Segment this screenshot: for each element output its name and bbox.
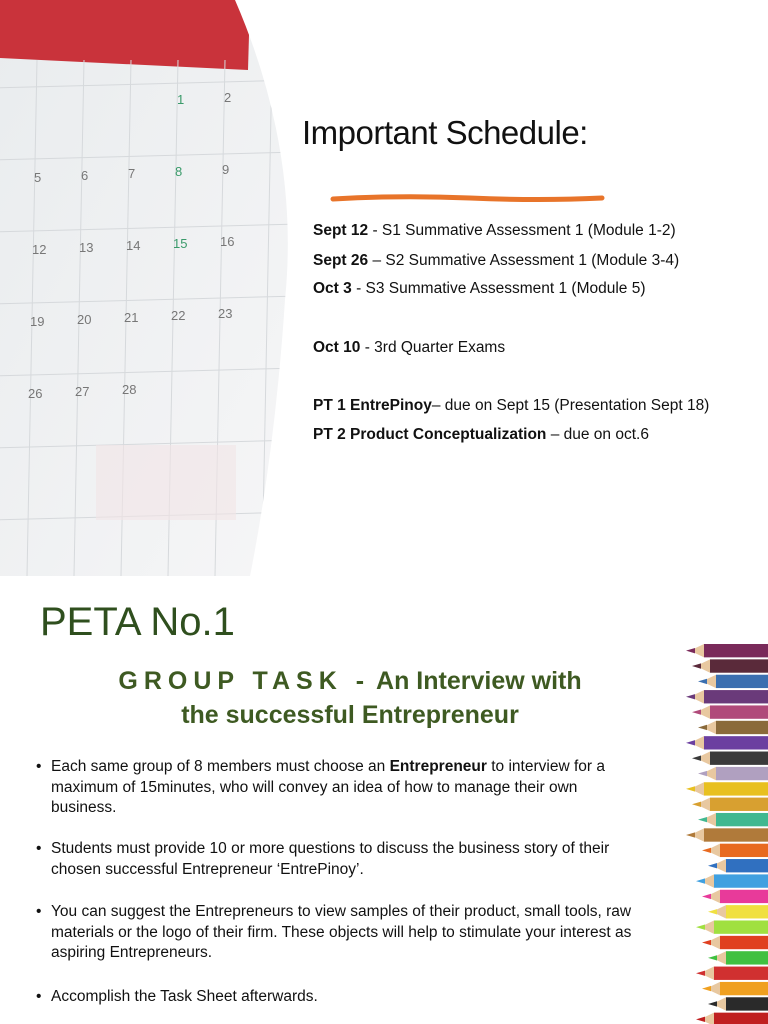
group-task-subtitle-2: the successful Entrepreneur — [181, 701, 519, 729]
pencil — [692, 752, 768, 765]
calendar-day-number: 26 — [28, 386, 43, 401]
task-bullet: • Each same group of 8 members must choose an Entrepreneur to interview for a maximum of 15minutes, who will convey an idea of how to manage their own business. — [36, 758, 605, 816]
calendar-day-number: 8 — [175, 164, 183, 179]
schedule-item: Sept 26 – S2 Summative Assessment 1 (Module 3-4) — [313, 252, 680, 269]
colored-pencils-image — [640, 640, 768, 1024]
pencil — [692, 705, 768, 718]
calendar-day-number: 7 — [128, 166, 136, 181]
pencil — [696, 874, 768, 887]
calendar-day-number: 28 — [122, 382, 137, 397]
bullet-icon: • — [36, 988, 42, 1005]
pencil — [696, 920, 768, 933]
calendar-day-number: 23 — [218, 306, 233, 321]
bullet-icon: • — [36, 903, 42, 920]
task-bullet: • Students must provide 10 or more questions to discuss the business story of their chosen successful Entrepreneur ‘EntrePinoy’. — [36, 840, 610, 878]
group-task-label: GROUP TASK - — [118, 667, 371, 695]
pencil — [686, 828, 768, 841]
pencil — [686, 690, 768, 703]
pencil — [708, 905, 768, 918]
pencil — [702, 982, 768, 995]
task-bullet: • Accomplish the Task Sheet afterwards. — [36, 987, 636, 1008]
bullet-icon: • — [36, 758, 42, 775]
calendar-image — [0, 0, 300, 576]
pencil — [686, 782, 768, 795]
pencil — [698, 813, 768, 826]
pencil — [698, 721, 768, 734]
title-underline — [330, 192, 606, 206]
calendar-day-number: 9 — [222, 162, 230, 177]
pencil — [708, 997, 768, 1010]
peta-heading: PETA No.1 — [40, 600, 235, 644]
group-task-title — [40, 664, 660, 732]
group-task-subtitle-1: An Interview with — [370, 667, 582, 695]
calendar-day-number: 12 — [32, 242, 47, 257]
schedule-title: Important Schedule: — [302, 114, 588, 151]
calendar-day-number: 6 — [81, 168, 89, 183]
calendar-day-number: 2 — [224, 90, 232, 105]
pencil — [708, 859, 768, 872]
pencil — [698, 675, 768, 688]
pencil — [686, 644, 768, 657]
schedule-item: PT 1 EntrePinoy– due on Sept 15 (Presentation Sept 18) — [313, 397, 710, 414]
calendar-day-number: 1 — [177, 92, 185, 107]
calendar-day-number: 27 — [75, 384, 90, 399]
task-bullet: • You can suggest the Entrepreneurs to view samples of their product, small tools, raw materials or the logo of their firm. These objects will help to stimulate your interest as aspiring Entrepreneurs. — [36, 903, 632, 961]
pencil — [692, 798, 768, 811]
calendar-day-number: 15 — [173, 236, 188, 251]
bullet-icon: • — [36, 840, 42, 857]
pencil — [702, 936, 768, 949]
calendar-header-band — [0, 0, 250, 70]
schedule-item: PT 2 Product Conceptualization – due on oct.6 — [313, 426, 649, 443]
schedule-item: Sept 12 - S1 Summative Assessment 1 (Module 1-2) — [313, 222, 676, 239]
calendar-day-number: 16 — [220, 234, 235, 249]
pencil — [686, 736, 768, 749]
calendar-day-number: 21 — [124, 310, 139, 325]
pencil — [708, 951, 768, 964]
schedule-item: Oct 10 - 3rd Quarter Exams — [313, 339, 506, 356]
calendar-day-number: 5 — [34, 170, 42, 185]
pencil — [696, 1013, 768, 1024]
calendar-day-number: 19 — [30, 314, 45, 329]
calendar-day-number: 20 — [77, 312, 92, 327]
calendar-day-number: 13 — [79, 240, 94, 255]
pencil — [696, 967, 768, 980]
pencil — [702, 844, 768, 857]
pencil — [698, 767, 768, 780]
pencil — [692, 659, 768, 672]
schedule-item: Oct 3 - S3 Summative Assessment 1 (Module 5) — [313, 280, 646, 297]
calendar-day-number: 22 — [171, 308, 186, 323]
pencil — [702, 890, 768, 903]
calendar-day-number: 14 — [126, 238, 141, 253]
